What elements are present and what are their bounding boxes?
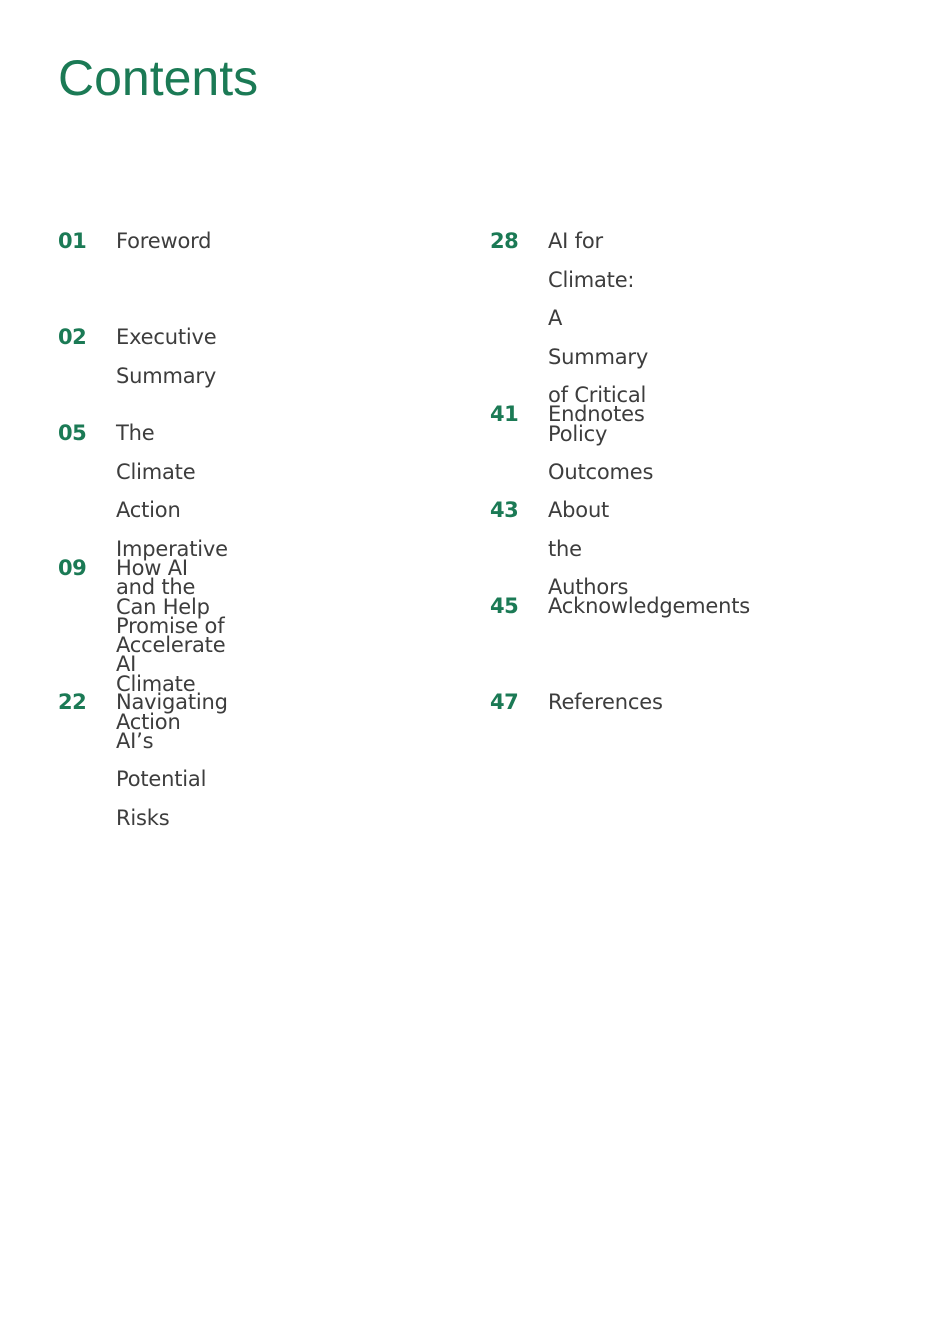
toc-entry-label: Foreword [116, 229, 212, 253]
toc-page-number: 47 [490, 690, 519, 714]
toc-page-number: 02 [58, 325, 87, 349]
toc-entry-label: References [548, 690, 663, 714]
toc-page-number: 05 [58, 421, 87, 445]
toc-entry-label: Navigating AI’s Potential Risks [116, 690, 228, 830]
toc-page-number: 22 [58, 690, 87, 714]
toc-page-number: 43 [490, 498, 519, 522]
page-title: Contents [58, 50, 259, 106]
toc-entry-label: Endnotes [548, 402, 645, 426]
toc-entry-label: Executive Summary [116, 325, 217, 388]
toc-page-number: 45 [490, 594, 519, 618]
toc-page-number: 09 [58, 556, 87, 580]
toc-entry-label: About the Authors [548, 498, 629, 599]
toc-page-number: 41 [490, 402, 519, 426]
toc-page-number: 28 [490, 229, 519, 253]
toc-page-number: 01 [58, 229, 87, 253]
toc-entry-label: Acknowledgements [548, 594, 751, 618]
toc-entry-label: How AI Can Help Accelerate Climate Action [116, 556, 226, 734]
toc-entry-label: AI for Climate: A Summary of Critical Policy Outcomes [548, 229, 654, 484]
toc-entry-label: The Climate Action Imperative and the Promise of AI [116, 421, 228, 676]
